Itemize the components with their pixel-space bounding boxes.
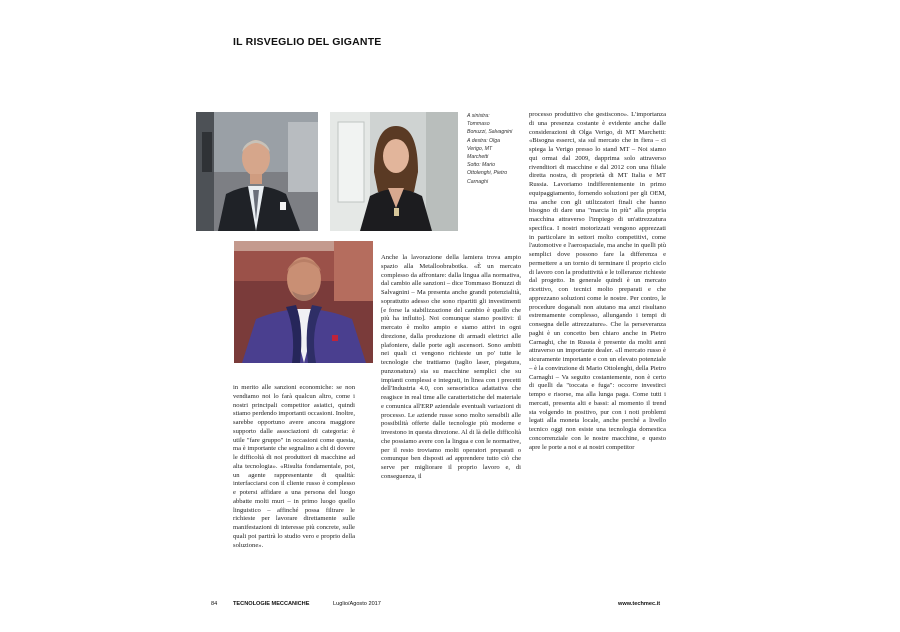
caption-line: A destra: Olga — [467, 137, 500, 144]
caption-line: Sotto: Mario — [467, 162, 495, 169]
photo-olga-verigo-image — [330, 112, 458, 231]
page-number: 84 — [211, 601, 218, 607]
caption-line: Ottolenghi, Pietro — [467, 170, 508, 177]
article-column-1 — [233, 384, 355, 550]
photo-mario-ottolenghi — [234, 241, 373, 363]
caption-line: A sinistra: — [467, 113, 490, 119]
photo-tommaso-bonuzzi-image — [196, 112, 318, 231]
article-column-3 — [529, 111, 666, 452]
article-text: processo produttivo che gestiscono». L'importanza di una presenza costante è evidente anche dalle considerazioni di Olga Verigo, di MT Marchetti: «Bisogna esserci, sia sul mercato che in fiera – ci spiega la Verigo presso lo stand MT – Noi siamo qui ormai dal 2009, dapprima solo attraverso rivenditori di macchine e dal 2012 con una filiale diretta nostra, di proprietà di MT Italia e MT Russia. Lavoriamo indifferentemente in primo equipaggiamento, fornendo soluzioni per gli OEM, ma anche con gli utilizzatori finali che hanno bisogno di dare una "marcia in più" alla propria macchina attraverso l'impiego di un'attrezzatura specifica. I nostri motorizzati vengono apprezzati in particolare in settori molto competitivi, come l'automotive e l'aerospaziale, ma anche in quelli più semplici dove possono fare la differenza e permettere a un tornio di terminare il proprio ciclo di lavoro con la produttività e le tolleranze richieste dal progetto. In generale quindi è un mercato ricettivo, con tecnici molto preparati e che apprezzano soluzioni come le nostre. Per contro, le procedure doganali non aiutano ma anzi risultano estremamente complesso, allungando i tempi di consegna delle attrezzature». Che la perseveranza paghi è un concetto ben chiaro anche in Pietro Carnaghi, che in Russia è presente da molti anni attraverso un importante dealer. «Il mercato russo è sicuramente importante e con un elevato potenziale – è la convinzione di Mario Ottolenghi, della Pietro Carnaghi – Va seguito costantemente, non è certo di quelli da "toccata e fuga": occorre investirci tempo e risorse, ma alla lunga paga. Come tutti i mercati, presenta alti e bassi: al momento il trend sta volgendo in positivo, pur con i noti problemi legati alla moneta locale, anche perché a livello tecnico oggi non esiste una tecnologia domestica concorrenziale con le nostre macchine, e questo apre le porte a noi e ai nostri competitor — [529, 111, 666, 451]
photo-tommaso-bonuzzi — [196, 112, 318, 231]
photo-olga-verigo — [330, 112, 458, 231]
article-column-2 — [381, 254, 521, 482]
caption-line: Marchetti — [467, 154, 489, 161]
caption-line: Bonuzzi, Salvagnini — [467, 129, 513, 136]
article-text: Anche la lavorazione della lamiera trova ampio spazio alla Metalloobrabotka. «È un mercato complesso da affrontare: dalla lingua alla normativa, dal cambio alle sanzioni – dice Tommaso Bonuzzi di Salvagnini – Ma presenta anche grandi potenzialità, soprattutto adesso che sono ripartiti gli investimenti [e forse la stabilizzazione del cambio è quello che più ha influito]. Noi comunque siamo positivi: il mercato è molto ampio e siamo attivi in ogni direzione, dalla produzione di armadi elettrici alle plafoniere, dalle porte agli ascensori. Sono ambiti nei quali ci vengono richieste un po' tutte le tecnologie che trattiamo (taglio laser, piegatura, punzonatura) sia su macchine semplici che su impianti complessi e integrati, in linea con i precetti dell'Industria 4.0, con sensoristica adattativa che reagisce in real time alle caratteristiche del materiale e comunica all'ERP aziendale eventuali variazioni di processo. Le aziende russe sono molto sensibili alle possibilità offerte dalle tecnologie più moderne e investono in questa direzione. Al di là delle difficoltà che possiamo avere con la lingua e con le normative, per il resto troviamo molti operatori preparati o comunque ben disposti ad apprendere tutto ciò che serve per migliorare il proprio lavoro e, di conseguenza, il — [381, 254, 521, 480]
article-text: in merito alle sanzioni economiche: se non vendiamo noi lo farà qualcun altro, come i nostri principali competitor asiatici, quindi stiamo perdendo importanti occasioni. Inoltre, sarebbe opportuno avere ancora maggiore supporto dalle associazioni di categoria: è utile "fare gruppo" in occasioni come questa, ma è importante che segnalino a chi di dovere le difficoltà di noi produttori di macchine ad alta tecnologia». «Risulta fondamentale, poi, un agente rappresentante di qualità: interfacciarsi con il cliente russo è complesso e potersi affidare a una persona del luogo abbatte molti muri – in primo luogo quello linguistico – affinché possa filtrare le richieste per lavorare direttamente sulle manifestazioni di interesse più concrete, sulle quali poi partirà lo studio vero e proprio della soluzione». — [233, 384, 355, 549]
magazine-name-text: TECNOLOGIE MECCANICHE — [233, 601, 310, 607]
caption-line: Verigo, MT — [467, 145, 493, 152]
section-title: IL RISVEGLIO DEL GIGANTE — [233, 36, 382, 48]
magazine-name — [233, 601, 309, 607]
caption-line: Tommaso — [467, 121, 490, 128]
website-text: www.techmec.it — [618, 601, 661, 607]
photo-caption — [467, 112, 527, 186]
issue-date: Luglio/Agosto 2017 — [333, 601, 381, 607]
website — [618, 601, 660, 607]
caption-line: Carnaghi — [467, 178, 489, 185]
photo-mario-ottolenghi-image — [234, 241, 373, 363]
